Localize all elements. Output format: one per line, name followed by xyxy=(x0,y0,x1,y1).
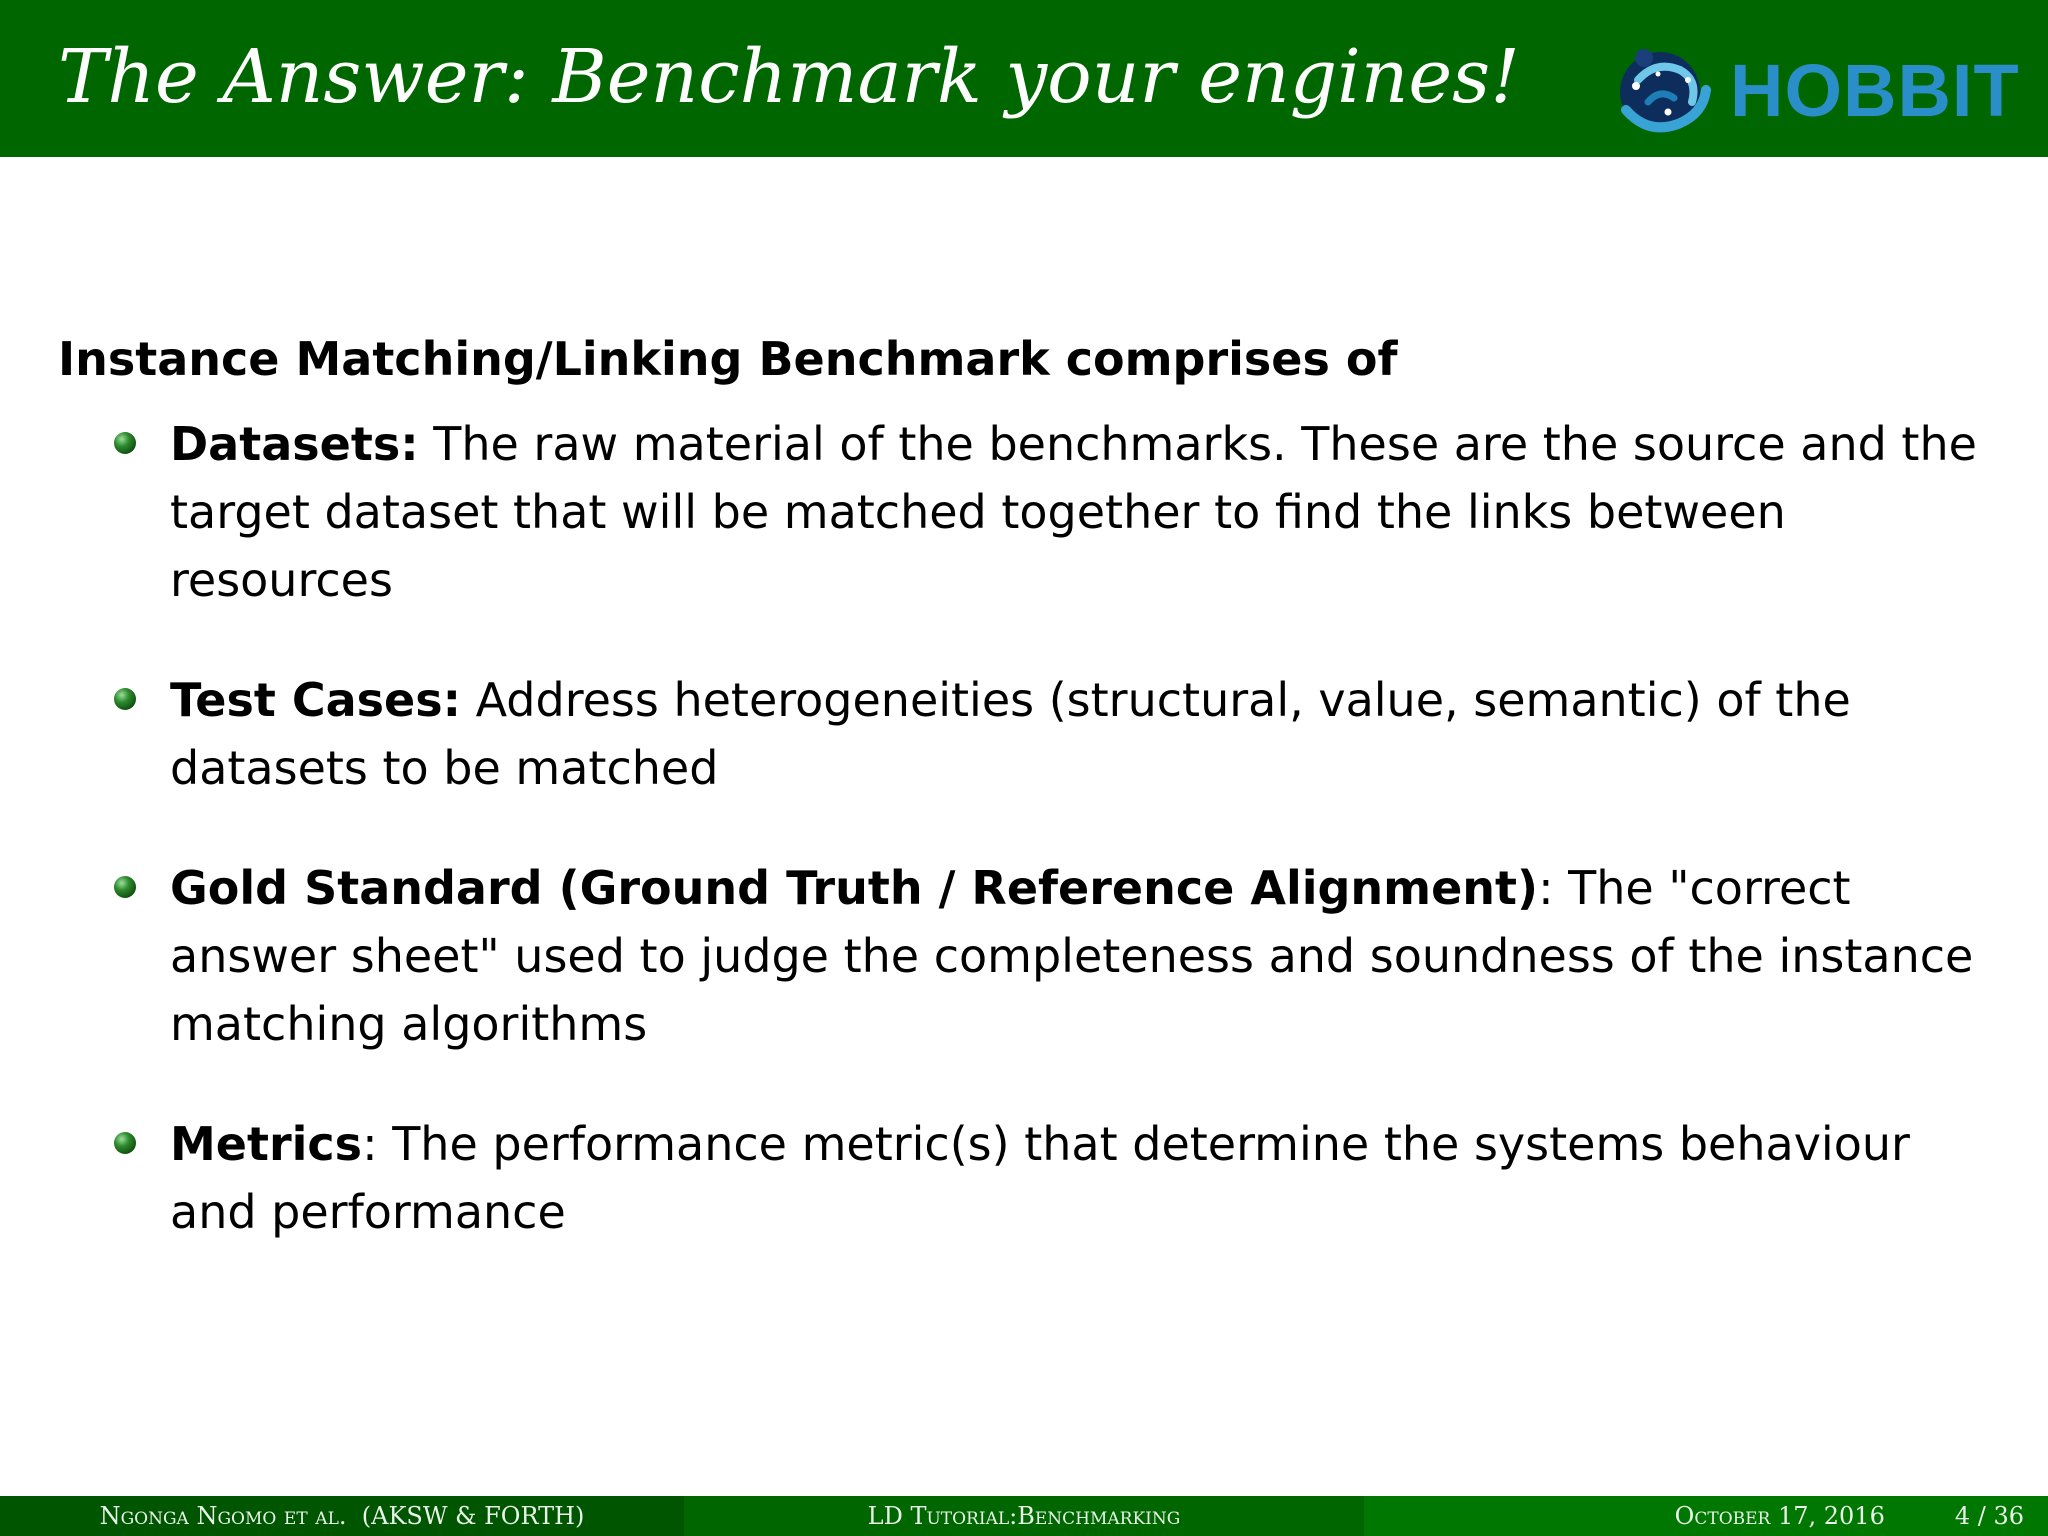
item-text: The raw material of the benchmarks. These are the source and the target dataset that will be matched together to find the links between resources xyxy=(170,417,1977,607)
bullet-icon xyxy=(114,876,136,898)
section-heading: Instance Matching/Linking Benchmark comprises of xyxy=(58,332,1398,386)
item-term: Datasets: xyxy=(170,417,419,471)
footer-date: October 17, 2016 xyxy=(1674,1502,1885,1530)
footer-bar xyxy=(0,1496,2048,1536)
list-item xyxy=(110,854,1990,1058)
slide-title: The Answer: Benchmark your engines! xyxy=(58,34,1520,120)
item-text: : The performance metric(s) that determine the systems behaviour and performance xyxy=(170,1117,1910,1239)
header-bar xyxy=(0,0,2048,157)
hobbit-logo-text: HOBBIT xyxy=(1730,49,2020,132)
hobbit-logo xyxy=(1608,40,2048,140)
item-text: Address heterogeneities (structural, value, semantic) of the datasets to be matched xyxy=(170,673,1851,795)
footer-authors: Ngonga Ngomo et al. xyxy=(99,1502,347,1530)
footer-date-section xyxy=(1364,1496,2048,1536)
list-item xyxy=(110,666,1990,802)
item-term: Test Cases: xyxy=(170,673,462,727)
footer-talk-title: LD Tutorial:Benchmarking xyxy=(867,1502,1181,1530)
item-term: Metrics xyxy=(170,1117,363,1171)
bullet-list xyxy=(110,410,1990,1298)
bullet-icon xyxy=(114,1132,136,1154)
list-item xyxy=(110,1110,1990,1246)
page-number: 4 / 36 xyxy=(1954,1502,2024,1530)
bullet-icon xyxy=(114,432,136,454)
footer-title-section xyxy=(684,1496,1364,1536)
footer-authors-section xyxy=(0,1496,684,1536)
list-item xyxy=(110,410,1990,614)
item-term: Gold Standard (Ground Truth / Reference Alignment) xyxy=(170,861,1539,915)
hobbit-logo-icon xyxy=(1608,40,1718,140)
item-text: : The "correct answer sheet" used to judge the completeness and soundness of the instance matching algorithms xyxy=(170,861,1974,1051)
footer-affiliation: (AKSW & FORTH) xyxy=(361,1502,585,1530)
bullet-icon xyxy=(114,688,136,710)
